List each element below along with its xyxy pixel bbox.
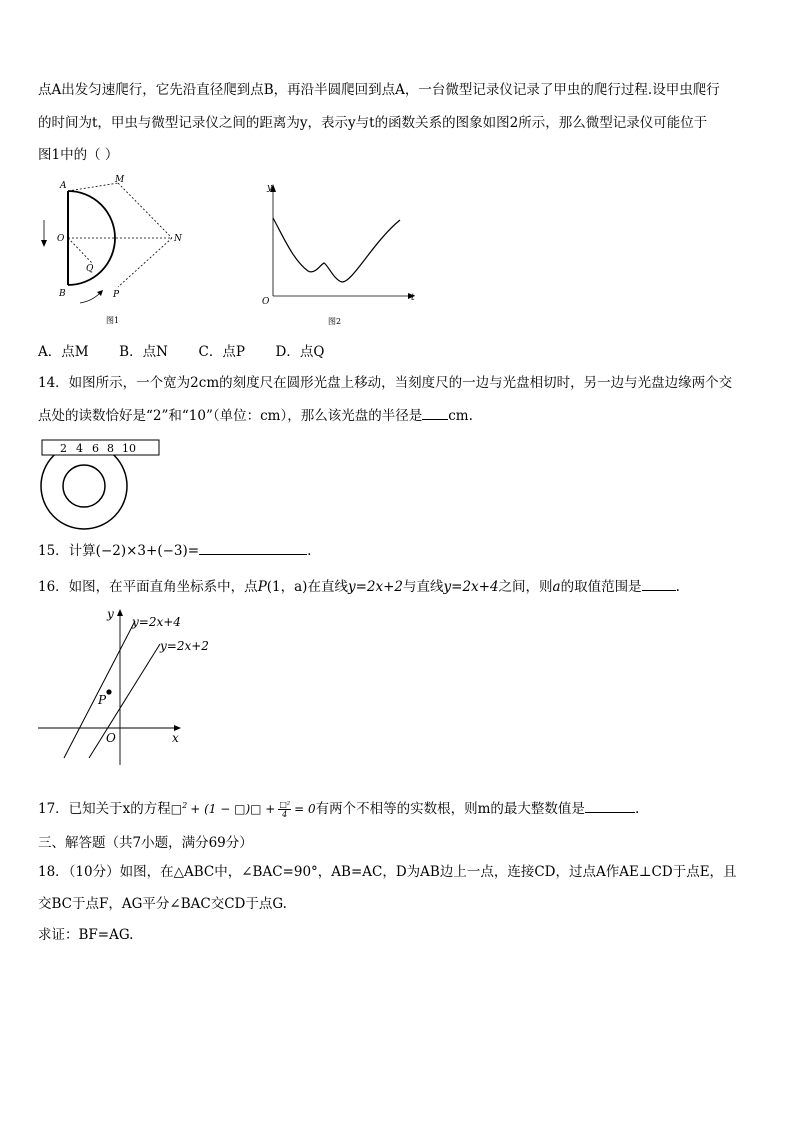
q16-pre: 16．如图，在平面直角坐标系中，点: [38, 579, 258, 595]
q15-answer-blank[interactable]: [199, 540, 307, 555]
q16-line2: y=2x+4: [443, 579, 499, 595]
q17-end: .: [634, 801, 640, 817]
q16-line1: y=2x+2: [347, 579, 403, 595]
ruler-mark-2: 2: [60, 442, 67, 455]
q17-eq-frac-den: 4: [282, 810, 288, 819]
q17-eq-part1: □: [170, 802, 183, 816]
q13-figure-2: [258, 178, 423, 330]
fig1-label-M: M: [115, 175, 125, 185]
q18-line2: 交BC于点F，AG平分∠BAC交CD于点G.: [38, 896, 287, 912]
option-a: A．点M: [38, 344, 89, 360]
q16-dot: .: [675, 579, 680, 595]
q14-line1-main: 14．如图所示，一个宽为2cm的刻度尺在圆形光盘上移动，当刻度尺的一边与光盘相切时，另一边与光盘边缘两个: [38, 375, 719, 391]
q17-equation: [170, 800, 316, 819]
q14-line1-end: 交: [718, 375, 733, 391]
fig2-caption: 图2: [328, 317, 342, 326]
ruler-mark-8: 8: [107, 442, 114, 455]
option-c: C．点P: [198, 344, 245, 360]
q18-line1: 18．（10分）如图，在△ABC中，∠BAC=90°，AB=AC，D为AB边上一点，连接CD，过点A作AE⊥CD于点E，且: [38, 864, 737, 880]
ruler-mark-4: 4: [76, 442, 83, 455]
option-b: B．点N: [119, 344, 168, 360]
q15-text: [38, 540, 311, 561]
q17-post: 有两个不相等的实数根，则m的最大整数值是: [315, 801, 585, 817]
fig1-caption: 图1: [106, 316, 120, 325]
q16-text: [38, 576, 680, 597]
q18-line3: 求证：BF=AG.: [38, 927, 134, 943]
q17-text: [38, 796, 639, 819]
q15-end: .: [307, 543, 312, 559]
q16-var: a: [552, 579, 561, 595]
fig2-label-t: t: [411, 293, 415, 303]
q16-post: 之间，则: [498, 579, 553, 595]
q17-pre: 17．已知关于x的方程: [38, 801, 171, 817]
q14-line2-end: cm.: [448, 408, 473, 424]
fig1-label-B: B: [59, 289, 66, 299]
q17-eq-part3: = 0: [294, 802, 316, 816]
fig1-label-Q: Q: [86, 264, 94, 274]
q15-expression: 15．计算(−2)×3+(−3)=: [38, 543, 200, 559]
fig2-label-O: O: [262, 297, 270, 307]
q16-point: P: [257, 579, 267, 595]
q16-coords: (1，a): [266, 579, 308, 595]
option-d: D．点Q: [275, 344, 325, 360]
q16-fig-label-x: x: [172, 731, 179, 745]
q14-line2-main: 点处的读数恰好是“2”和“10”（单位：cm），那么该光盘的半径是: [38, 408, 423, 424]
q16-end: 的取值范围是: [560, 579, 642, 595]
q14-text-line2: [38, 405, 473, 426]
fig1-label-P: P: [113, 290, 120, 300]
q17-eq-part2: + (1 − □)□ +: [190, 802, 276, 816]
q13-options: [38, 342, 324, 362]
q16-fig-line-lower-label: y=2x+2: [160, 639, 209, 653]
q17-eq-sup: 2: [182, 801, 188, 810]
q14-figure: [38, 435, 168, 535]
q16-fig-label-O: O: [106, 731, 116, 745]
q16-answer-blank[interactable]: [642, 576, 676, 591]
q17-answer-blank[interactable]: [585, 798, 635, 813]
fig1-label-O: O: [57, 234, 65, 244]
q16-fig-label-P: P: [98, 693, 107, 707]
q16-fig-label-y: y: [107, 607, 114, 621]
q16-mid2: 与直线: [403, 579, 444, 595]
q14-text-line1: [38, 373, 732, 393]
q17-eq-fraction: [278, 800, 291, 819]
section3-title: 三、解答题（共7小题，满分69分）: [38, 835, 253, 851]
ruler-mark-10: 10: [122, 442, 136, 455]
q16-fig-line-upper-label: y=2x+4: [132, 615, 181, 629]
q13-text-line2: 的时间为t，甲虫与微型记录仪之间的距离为y，表示y与t的函数关系的图象如图2所示，那么微型记录仪可能位于: [38, 115, 708, 131]
q13-text-line3: 图1中的（ ）: [38, 147, 119, 163]
q16-mid: 在直线: [307, 579, 348, 595]
q14-answer-blank[interactable]: [422, 405, 448, 420]
q17-eq-frac-num: □²: [279, 800, 291, 809]
q13-text-line1: 点A出发匀速爬行，它先沿直径爬到点B，再沿半圆爬回到点A，一台微型记录仪记录了甲虫的爬行过程.设甲虫爬行: [38, 82, 720, 98]
ruler-mark-6: 6: [92, 442, 99, 455]
fig1-label-A: A: [60, 181, 67, 191]
fig2-label-y: y: [267, 183, 273, 193]
fig1-label-N: N: [174, 234, 182, 244]
q16-figure: [36, 600, 216, 770]
q13-figure-1: [40, 175, 200, 330]
